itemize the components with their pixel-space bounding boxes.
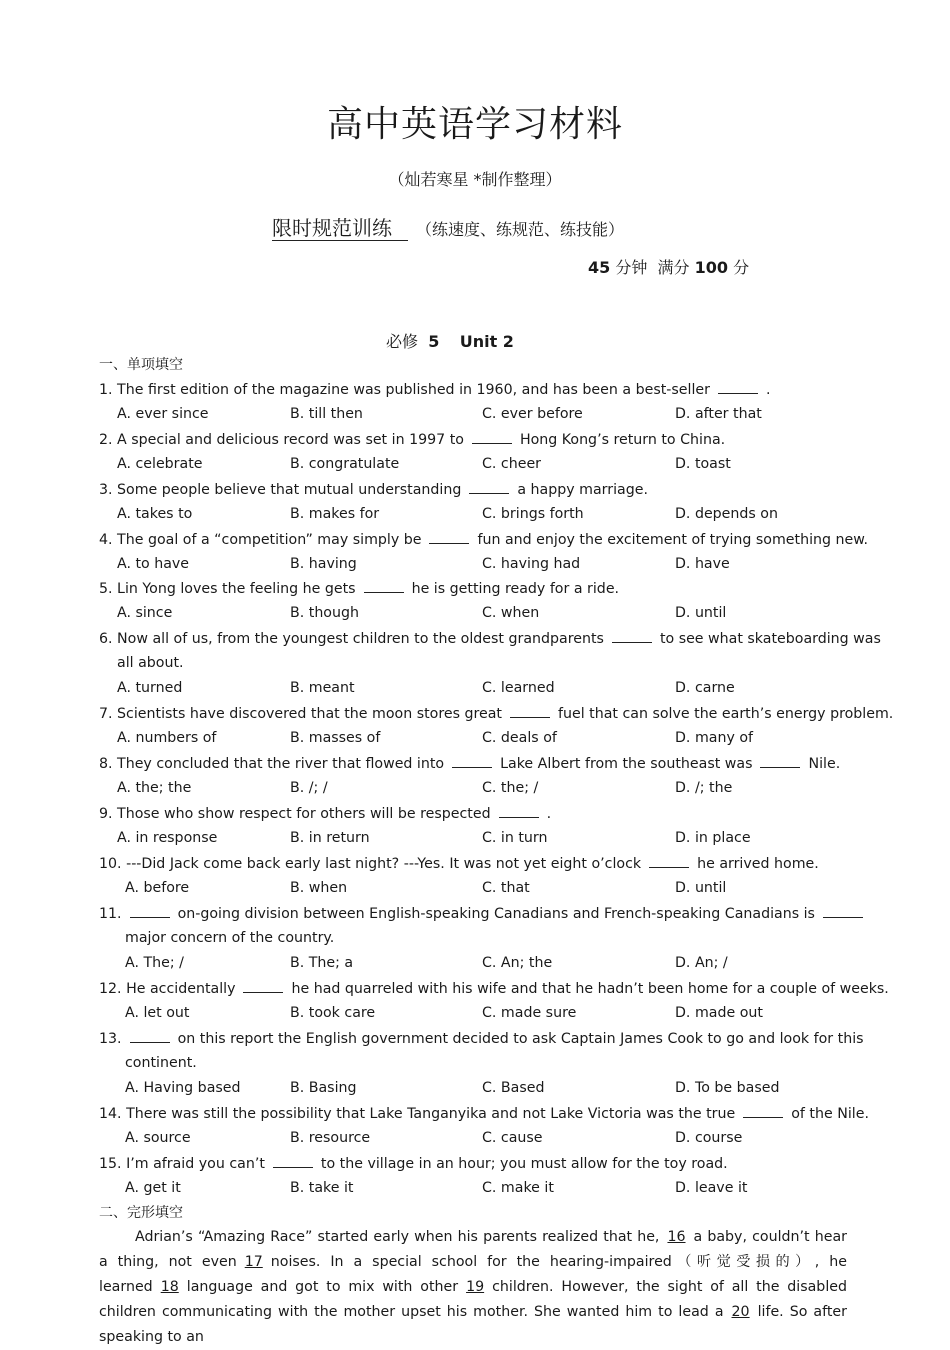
stem-text: 11. [99,906,122,922]
answer-option[interactable]: B. resource [290,1130,371,1146]
question-stem [99,531,868,548]
answer-blank[interactable] [130,905,170,918]
question-stem [99,431,725,448]
answer-option[interactable]: D. until [675,605,727,621]
stem-text: 3. Some people believe that mutual understanding [99,482,462,498]
stem-text: 7. Scientists have discovered that the moon stores great [99,706,502,722]
answer-option[interactable]: D. To be based [675,1080,780,1096]
stem-text: 1. The first edition of the magazine was published in 1960, and has been a best-seller [99,382,710,398]
answer-option[interactable]: B. masses of [290,730,381,746]
cloze-text-5: children. However, the sight of all the disabled children communicating with the mother upset his mother. She wanted him to lead a [99,1279,847,1320]
blank-16[interactable]: 16 [667,1229,686,1245]
answer-option[interactable]: B. in return [290,830,370,846]
answer-option[interactable]: C. An; the [482,955,553,971]
unit-heading [0,329,900,352]
score-full-label: 满分 [657,258,690,277]
answer-option[interactable]: C. having had [482,556,581,572]
answer-option[interactable]: D. have [675,556,730,572]
answer-option[interactable]: C. learned [482,680,555,696]
question-stem [99,630,881,647]
stem-text: he is getting ready for a ride. [411,581,620,597]
stem-text: 8. They concluded that the river that flowed into [99,756,445,772]
answer-option[interactable]: B. Basing [290,1080,357,1096]
question-stem [99,705,893,722]
stem-text: fun and enjoy the excitement of trying something new. [477,532,869,548]
answer-option[interactable]: A. turned [117,680,183,696]
answer-option[interactable]: D. toast [675,456,731,472]
score-info [588,255,749,278]
stem-text: 2. A special and delicious record was set in 1997 to [99,432,464,448]
stem-text: to see what skateboarding was [659,631,881,647]
question-stem [99,381,770,398]
stem-text: 13. [99,1031,122,1047]
question-stem [99,805,551,822]
section-cloze: 二、完形填空 [99,1205,183,1221]
stem-continuation: continent. [125,1055,197,1071]
answer-option[interactable]: A. celebrate [117,456,203,472]
answer-option[interactable]: B. when [290,880,348,896]
question-stem [99,905,871,922]
stem-text: . [765,382,771,398]
cloze-passage [99,1225,847,1350]
stem-text: 15. I’m afraid you can’t [99,1156,265,1172]
answer-option[interactable]: B. meant [290,680,355,696]
answer-option[interactable]: D. until [675,880,727,896]
question-stem [99,481,648,498]
answer-option[interactable]: A. to have [117,556,190,572]
answer-option[interactable]: A. source [125,1130,191,1146]
document-subtitle: （灿若寒星 *制作整理） [388,170,562,189]
answer-option[interactable]: D. /; the [675,780,733,796]
unit-name: Unit 2 [459,332,514,351]
stem-text: he had quarreled with his wife and that he hadn’t been home for a couple of weeks. [291,981,889,997]
training-main: 限时规范训练 [272,216,408,241]
stem-text: 10. ---Did Jack come back early last night? ---Yes. It was not yet eight o’clock [99,856,642,872]
answer-option[interactable]: D. An; / [675,955,728,971]
blank-18[interactable]: 18 [160,1279,179,1295]
stem-text: 9. Those who show respect for others will be respected [99,806,491,822]
answer-blank[interactable] [718,381,758,394]
answer-option[interactable]: A. get it [125,1180,181,1196]
answer-option[interactable]: D. depends on [675,506,778,522]
answer-blank[interactable] [499,805,539,818]
answer-blank[interactable] [243,980,283,993]
answer-option[interactable]: A. numbers of [117,730,217,746]
stem-text: to the village in an hour; you must allow for the toy road. [320,1156,728,1172]
answer-option[interactable]: B. having [290,556,357,572]
score-points: 100 [694,258,729,277]
stem-text: 12. He accidentally [99,981,236,997]
stem-text: he arrived home. [697,856,819,872]
stem-text: fuel that can solve the earth’s energy problem. [558,706,894,722]
stem-text: 4. The goal of a “competition” may simply be [99,532,422,548]
answer-option[interactable]: A. since [117,605,173,621]
answer-option[interactable]: B. makes for [290,506,380,522]
answer-blank[interactable] [743,1105,783,1118]
answer-blank[interactable] [760,755,800,768]
answer-option[interactable]: A. in response [117,830,218,846]
cloze-text-1: Adrian’s “Amazing Race” started early when his parents realized that he, [135,1229,660,1245]
answer-blank[interactable] [612,630,652,643]
stem-continuation: major concern of the country. [125,930,335,946]
answer-blank[interactable] [130,1030,170,1043]
answer-option[interactable]: B. took care [290,1005,376,1021]
question-stem [99,1155,728,1172]
answer-blank[interactable] [823,905,863,918]
answer-option[interactable]: C. made sure [482,1005,577,1021]
answer-option[interactable]: A. let out [125,1005,190,1021]
training-aside: （练速度、练规范、练技能） [416,220,625,239]
stem-text: 14. There was still the possibility that Lake Tanganyika and not Lake Victoria was the true [99,1106,736,1122]
answer-option[interactable]: C. cause [482,1130,543,1146]
answer-option[interactable]: C. make it [482,1180,554,1196]
answer-option[interactable]: A. The; / [125,955,184,971]
training-heading [272,212,624,241]
blank-17[interactable]: 17 [244,1254,263,1270]
answer-option[interactable]: A. before [125,880,190,896]
answer-option[interactable]: C. the; / [482,780,539,796]
question-stem [99,855,819,872]
answer-option[interactable]: D. many of [675,730,754,746]
answer-option[interactable]: B. /; / [290,780,328,796]
answer-option[interactable]: A. ever since [117,406,209,422]
answer-blank[interactable] [364,580,404,593]
answer-blank[interactable] [649,855,689,868]
answer-option[interactable]: D. after that [675,406,762,422]
document-title: 高中英语学习材料 [326,104,623,145]
stem-text: . [546,806,552,822]
answer-option[interactable]: C. brings forth [482,506,584,522]
answer-blank[interactable] [452,755,492,768]
question-stem [99,580,619,597]
section-single-choice: 一、单项填空 [99,357,183,373]
score-minutes-unit: 分钟 [615,258,648,277]
unit-prefix: 必修 [386,332,419,351]
score-minutes: 45 [588,258,611,277]
answer-option[interactable]: B. till then [290,406,363,422]
answer-option[interactable]: C. when [482,605,540,621]
answer-blank[interactable] [469,481,509,494]
answer-option[interactable]: C. cheer [482,456,542,472]
cloze-text-6: life. So after speaking to an [99,1304,847,1345]
answer-blank[interactable] [273,1155,313,1168]
answer-option[interactable]: B. take it [290,1180,354,1196]
stem-text: 5. Lin Yong loves the feeling he gets [99,581,356,597]
stem-text: 6. Now all of us, from the youngest children to the oldest grandparents [99,631,604,647]
stem-text: a happy marriage. [517,482,648,498]
stem-text: on this report the English government decided to ask Captain James Cook to go and look for this [177,1031,864,1047]
question-stem [99,1030,864,1047]
stem-text: Nile. [808,756,841,772]
question-stem [99,755,840,772]
answer-option[interactable]: D. course [675,1130,743,1146]
answer-option[interactable]: B. The; a [290,955,354,971]
answer-option[interactable]: C. ever before [482,406,583,422]
unit-number: 5 [428,332,440,351]
answer-blank[interactable] [429,531,469,544]
cloze-text-2: a baby, couldn’t hear a thing, not even [99,1229,847,1270]
answer-option[interactable]: C. that [482,880,530,896]
answer-option[interactable]: D. leave it [675,1180,748,1196]
score-points-unit: 分 [733,258,750,277]
cloze-text-4: language and got to mix with other [186,1279,459,1295]
stem-text: Lake Albert from the southeast was [500,756,753,772]
answer-option[interactable]: C. in turn [482,830,548,846]
answer-option[interactable]: D. carne [675,680,735,696]
stem-continuation: all about. [117,655,184,671]
answer-option[interactable]: A. the; the [117,780,192,796]
stem-text: on-going division between English-speaking Canadians and French-speaking Canadians is [177,906,815,922]
answer-option[interactable]: D. made out [675,1005,763,1021]
answer-option[interactable]: A. Having based [125,1080,241,1096]
question-stem [99,980,889,997]
answer-option[interactable]: A. takes to [117,506,193,522]
blank-20[interactable]: 20 [731,1304,750,1320]
question-stem [99,1105,869,1122]
blank-19[interactable]: 19 [466,1279,485,1295]
answer-blank[interactable] [510,705,550,718]
cloze-text-3: noises. In a special school for the hearing-impaired（听觉受损的）, he learned [99,1254,848,1295]
answer-option[interactable]: D. in place [675,830,751,846]
answer-option[interactable]: C. deals of [482,730,557,746]
answer-option[interactable]: C. Based [482,1080,545,1096]
answer-blank[interactable] [472,431,512,444]
stem-text: of the Nile. [791,1106,869,1122]
answer-option[interactable]: B. though [290,605,359,621]
answer-option[interactable]: B. congratulate [290,456,400,472]
stem-text: Hong Kong’s return to China. [519,432,726,448]
